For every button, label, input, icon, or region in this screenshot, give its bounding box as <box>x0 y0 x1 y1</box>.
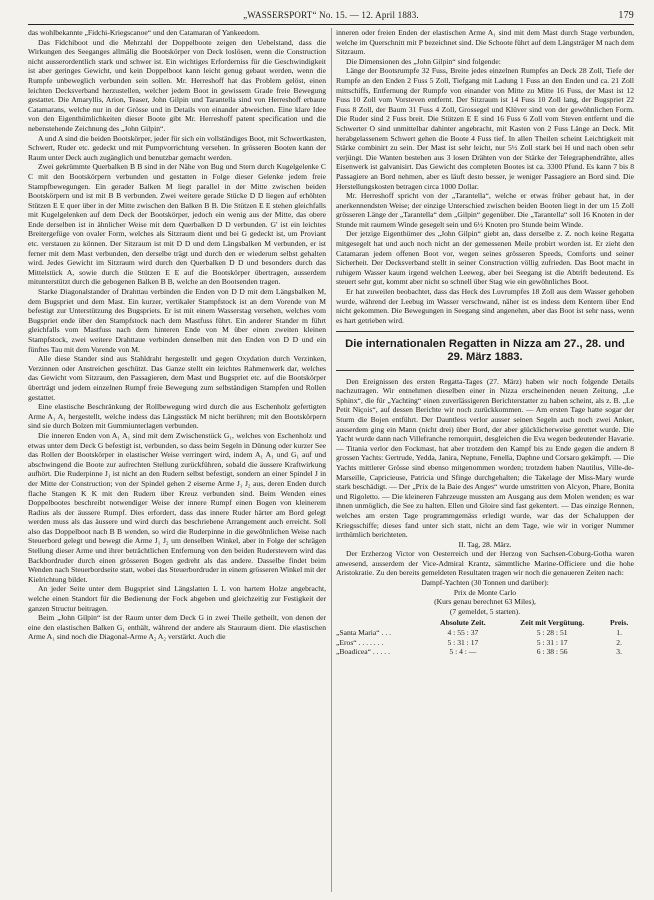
paragraph: Länge der Bootsrumpfe 32 Fuss, Breite jedes einzelnen Rumpfes an Deck 28 Zoll, Tiefe der Rumpfe an den Enden 2 Fuss 5 Zoll, Tiefgang mit Ladung 1 Fuss an den Enden und ca. 21 Zoll mittschiffs, Entfernung der Rumpfe von einander von Mitte zu Mitte 16 Fuss, der Mast ist 12 Fuss 10 Zoll vom Vorsteven entfernt. Der Sitzraum ist 14 Fuss 10 Zoll lang, der Bugspriet 22 Fuss 8 Zoll, der Baum 31 Fuss 4 Zoll, Grossegel und Klüver sind von der gewöhnlichen Form. Die Ruder sind 2 Fuss breit. Die Stützen E E sind 16 Fuss 6 Zoll vom Steven entfernt und die Schwerter O sind unmittelbar dahinter angebracht, mit Kasten von 2 Fuss Länge an Deck. Mit herabgelassenem Schwert gehen die Boote 4 Fuss tief. In allen Theilen scheint Leichtigkeit mit Stärke combinirt zu sein. Der Mast ist sehr leicht, nur 5½ Zoll stark bei H und nach oben sehr verjüngt. Die Wanten bestehen aus 3 losen Drähten von der Stärke der Telegraphendrähte, alles Eisenwerk ist galvanisirt. Das Gewicht des completen Bootes ist ca. 3300 Pfund. Es kann 7 bis 8 Passagiere an Bord nehmen, aber es läuft desto besser, je weniger Passagiere an Bord sind. Die Herstellungskosten betragen circa 1000 Dollar. <box>336 66 634 191</box>
paragraph: Das Fidchiboot und die Mehrzahl der Doppelboote zeigen den Uebelstand, dass die Wirkungen des Seeganges allmälig die Bootskörper von Deck loslösen, wenn die Construction nicht ausserordentlich stark und schwer ist. Ein wichtiges Erforderniss für die Geschwindigkeit ist aber geringes Gewicht, und kein Doppelboot kann leicht genug gebaut werden, wenn die Rumpfe unbeweglich verbunden sein sollen. Mr. Herreshoff hat das Problem gelöst, einen leichten Decksverband herzustellen, welcher jedem Boot in gewissem Grade freie Bewegung gestattet. Die Amaryllis, Arion, Teaser, John Gilpin und Tarantella sind von Herreshoff erbaute Catamarans, welche nur in der Grösse und in Details von einander abweichen. Eine klare Idee von den Eigenthümlichkeiten dieser Boote gibt Mr. Herreshoff patent specification und die nebenstehende Zeichnung des „John Gilpin“. <box>28 37 326 133</box>
paragraph: Den Ereignissen des ersten Regatta-Tages (27. März) haben wir noch folgende Details nachzutragen. Wir entnehmen dieselben einer in Nizza erscheinenden neuen Zeitung, „Le Sphinx“, die für „Yachting“ einen zuverlässigeren Berichterstatter zu haben scheint, als z. B. „Le Petit Niçois“, auf dessen Berichte wir noch zurückkommen. — Am ersten Tage hatte sogar der Sturm die Bojen entführt. Der Dauntless verlor ausser seinen Segeln auch noch zwei Anker, ausserdem ging ein Mann (nicht drei) über Bord, der aber glücklicherweise gerettet wurde. Die Yacht wurde dann nach Villefranche remorquirt, desgleichen die Eva wegen bedeutender Havarie. — Titania verlor den Fockmast, hat aber trotzdem den Kampf bis zu Ende gegen die andern 8 grossen Yachts: Gertrude, Yedda, Janira, Neptune, Fenella, Daphne und Corsaro gekämpft. — Die Yachts mittlerer Grösse sind ebenso mitgenommen worden; trotzdem haben Nautilus, Ville-de-Marseille, Capricieuse, Patricia und Sfinge durchgehalten; die Takelage der Miss-Mary wurde stark beschädigt. — Der „Prix de la Baie des Anges“ wurde umstritten von Alcyon, Phare, Bonita und Rigoletto. — Die kleineren Fahrzeuge mussten am Ausgang aus dem Molen wenden; es war ihnen unmöglich, die See zu halten. Ellen und Gloire sind fast gekentert. — Das einzige Rennen, welches am ersten Tage programmgemäss erledigt wurde, war das der Schaluppen der Kriegsschiffe; dieses fand unter sich statt, nicht an dem Tage, wie wir in voriger Nummer irrthümlich berichteten. <box>336 376 634 540</box>
paragraph: Der jetzige Eigenthümer des „John Gilpin“ giebt an, dass derselbe z. Z. noch keine Regatta mitgesegelt hat und auch noch nicht an der gemessenen Meile probirt worden ist. Er zieht den Catamaran jedem offenen Boot vor, wegen seines grösseren Speeds, Comforts und seiner Sicherheit. Der Decksverband stellt in seiner Construction völlig zufrieden. Das Boot macht in ruhigem Wasser kaum irgend welchen Leeweg, aber bei Seegang ist die Abtrift bedeutend. Es steuert sehr gut, kommt aber nicht so schnell über Stag wie ein gewöhnliches Boot. <box>336 229 634 287</box>
table-header: Zeit mit Vergütung. <box>520 618 585 628</box>
journal-title: „WASSERSPORT“ No. 15. — 12. April 1883. <box>243 10 419 20</box>
prize: 1. <box>616 628 622 638</box>
race-name: Prix de Monte Carlo <box>453 587 517 597</box>
paragraph: das wohlbekannte „Fidchi-Kriegscanoe“ und den Catamaran of Yankeedom. <box>28 28 260 37</box>
paragraph: An jeder Seite unter dem Bugspriet sind Längslatten L L von hartem Holze angebracht, welche einen Standort für die Bedienung der Fock abgeben und gleichzeitig zur Festigkeit der ganzen Structur beitragen. <box>28 584 326 613</box>
section-divider <box>336 370 634 371</box>
page-header <box>28 10 634 24</box>
absolute-time: 4 : 55 : 37 <box>447 628 479 638</box>
table-header: Absolute Zeit. <box>440 618 486 628</box>
article-heading: Die internationalen Regatten in Nizza am 27., 28. und 29. März 1883. <box>345 338 625 363</box>
paragraph: Die Dimensionen des „John Gilpin“ sind folgende: <box>346 56 501 66</box>
table-row <box>336 638 634 648</box>
yacht-name: „Eros“ . . . . . . . <box>336 637 384 647</box>
table-header <box>336 618 426 628</box>
section-divider <box>336 331 634 332</box>
left-column <box>28 28 326 892</box>
yacht-name: „Boadicea“ . . . . . <box>336 647 390 657</box>
paragraph: Starke Diagonalstander of Drahttau verbinden die Enden von D D mit dem Längsbalken M, dem Bugspriet und dem Mast. Ein kurzer, vertikaler Stampfstock ist an dem Vorende von M befestigt zur Unterstützung des Bugspriets. Er ist mit einem Wasserstag versehen, welches vom Bugspriet ende über den Stampfstock nach dem Mastfuss führt. Ein anderer Stander m führt gleichfalls vom Mastfuss nach dem hinteren Ende von M über einen zweiten kleinen Stampfstock, zwei weitere Drahttaue verbinden denselben mit den Enden von D D und ein fünftes Tau mit dem Vorende von M. <box>28 287 326 354</box>
page-number: 179 <box>618 10 634 21</box>
absolute-time: 5 : 31 : 17 <box>447 637 479 647</box>
paragraph: Alle diese Stander sind aus Stahldraht hergestellt und gegen Oxydation durch Verzinken, Verzinnen oder Anstreichen geschützt. Das Ganze stellt ein leichtes Rahmenwerk dar, welches das Gewicht vom Sitzraum, den Passagieren, dem Mast und Bugspriet etc. auf die Bootskörper überträgt und jedem einzelnen Rumpf freie Bewegung zum selbständigen Stampfen und Rollen gestattet. <box>28 354 326 402</box>
paragraph: Mr. Herreshoff spricht von der „Tarantella“, welche er etwas früher gebaut hat, in der anerkennendsten Weise; der einzige Unterschied zwischen beiden Booten liegt in der um 15 Zoll grösseren Länge der „Tarantella“ dem „Gilpin“ gegenüber. Die „Tarantella“ soll 16 Knoten in der Stunde mit raumem Winde gesegelt sein und 6½ Knoten pro Stunde beim Winde. <box>336 191 634 229</box>
race-title: Dampf-Yachten (30 Tonnen und darüber): <box>421 578 549 588</box>
corrected-time: 5 : 31 : 17 <box>536 637 568 647</box>
table-header: Preis. <box>610 618 629 628</box>
yacht-name: „Santa Maria“ . . . <box>336 628 392 638</box>
prize: 2. <box>616 637 622 647</box>
race-entries: (7 gemeldet, 5 starten). <box>449 606 521 616</box>
paragraph: inneren oder freien Enden der elastischen Arme A₁ sind mit dem Mast durch Stage verbunden, welche im Querschnitt mit P bezeichnet sind. Die Schoote führt auf dem Längsträger M nach dem Sitzraum. <box>336 28 634 57</box>
paragraph: Eine elastische Beschränkung der Rollbewegung wird durch die aus Eschenholz gefertigten Arme A₁ A₁ hergestellt, welche indess das Längsstück M nicht berühren; mit den Bootskörpern sind sie durch Bolzen mit Gummiunterlagen verbunden. <box>28 402 326 431</box>
paragraph: Er hat zuweilen beobachtet, dass das Heck des Luvrumpfes 18 Zoll aus dem Wasser gehoben wurde, während der Leebug im Wasser verschwand, näher ist es indess dem Kentern über End nicht gekommen. Die Bewegungen in Seegang sind angenehm, aber das Boot ist sehr nass, wenn es hart getrieben wird. <box>336 287 634 325</box>
corrected-time: 6 : 38 : 56 <box>536 647 568 657</box>
right-column <box>336 28 634 892</box>
header-rule <box>28 24 634 25</box>
paragraph: Die inneren Enden von A₁ A₁ sind mit dem Zwischenstück G₁, welches von Eschenholz und etwas unter dem Deck G befestigt ist, verbunden, so dass beim Segeln in Dünung oder kurzer See das Rollen der Bootskörper in elastischer Weise verringert wird, indem A₁ A₁ und G₁ auf und abschwingend die Boote zur aufrechten Stellung zurückführen, sobald die äussere Kraftwirkung aufhört. Die Ruderpinne J₁ ist nicht an den Rudern selbst befestigt, sondern an einer Spindel J in der Mitte der Construction; von der Spindel gehen 2 eiserne Arme J₁ J₂ aus, deren Enden durch flache Stangen K K mit den Rudern über Kreuz verbunden sind. Beim Wenden eines Doppelbootes beschreibt notwendiger Weise der innere Rumpf einen Bogen von kleinerem Radius als der äussere Rumpf. Dies erfordert, dass das innere Ruder härter am Bord gelegt werden muss als das äussere und wird durch das beschriebene Arrangement auch erreicht. Soll also das Doppelboot nach B B wenden, so wird die Ruderpinne in die gewöhnlichen Weise nach Steuerbord gelegt und bewegt die Arme J₁ J₂ um denselben Winkel, aber in Folge der schrägen Stellung dieser Arme und ihrer beträchtlichen Entfernung von den beiden Ruderstevern wird das Backbordruder durch einen grösseren Bogen gedreht als das andere. Dasselbe findet beim Wenden nach Steuerbordseite statt, wobei das Steuerbordruder in einem grösseren Winkel mit der Kielrichtung bildet. <box>28 430 326 584</box>
paragraph: Zwei gekrümmte Querbalken B B sind in der Nähe von Bug und Stern durch Kugelgelenke C C mit den Bootskörpern verbunden und gestatten in Folge dieser Gelenke jedem freie Stampfbewegungen. Ein gerader Balken M liegt parallel in der Mitte zwischen beiden Bootskörpern und ist mit B B verbunden. Zwei weitere gerade Stücke D D liegen auf erhöhten Stützen E E quer über in der Mitte zwischen den Balken B B. Die Stützen E E stehen gleichfalls mit Kugelgelenken auf dem Deck der Bootskörper, jedoch ein wenig aus der Mitte, das obere Ende derselben ist in ähnlicher Weise mit dem Querbalken D D verbunden. G′ ist ein leichtes Breitergefüge von ovaler Form, welches als Sitzraum dient und bei G gedeckt ist, um Proviant etc. verstauen zu können. Der Sitzraum ist mit D D und dem Längsbalken M verbunden, er ist ferner mit dem Mast verbunden, den derselbe trägt und durch den er wiederum selbst gehalten wird. Jedes Gewicht im Sitzraum wird durch den Querbalken D D und besonders durch das Mittelstück A, sowie durch die Stützen E E auf die Bootskörper übertragen, ausserdem mitunterstützt durch die gebogenen Balken B B, welche an den Bootsenden tragen. <box>28 162 326 287</box>
prize: 3. <box>616 647 622 657</box>
results-table <box>336 618 634 656</box>
paragraph: Beim „John Gilpin“ ist der Raum unter dem Deck G in zwei Theile getheilt, von denen der eine den elastischen Balken G₁ enthält, während der andere als Stauraum dient. Die elastischen Arme A₁ sind noch die Diagonal-Arme A₂ A₂ verstärkt. Auch die <box>28 613 326 642</box>
table-row <box>336 647 634 657</box>
paragraph: Der Erzherzog Victor von Oesterreich und der Herzog von Sachsen-Coburg-Gotha waren anwesend, ausserdem der Vice-Admiral Krantz, sämmtliche Marine-Officiere und die hohe Aristokratie. Zu den bereits gemeldeten Resultaten tragen wir noch die genaueren Zeiten nach: <box>336 549 634 578</box>
absolute-time: 5 : 4 : — <box>449 647 477 657</box>
corrected-time: 5 : 28 : 51 <box>536 628 568 638</box>
day-heading: II. Tag, 28. März. <box>458 539 512 549</box>
paragraph: A und A sind die beiden Bootskörper, jeder für sich ein vollständiges Boot, mit Schwertkasten, Schwert, Ruder etc. gedeckt und mit Pumpvorrichtung versehen. In grösseren Booten kann der Raum unter Deck auch zugänglich und benutzbar gemacht werden. <box>28 133 326 162</box>
table-row <box>336 628 634 638</box>
column-divider <box>331 28 332 892</box>
race-course: (Kurs genau berechnet 63 Miles), <box>434 597 536 607</box>
